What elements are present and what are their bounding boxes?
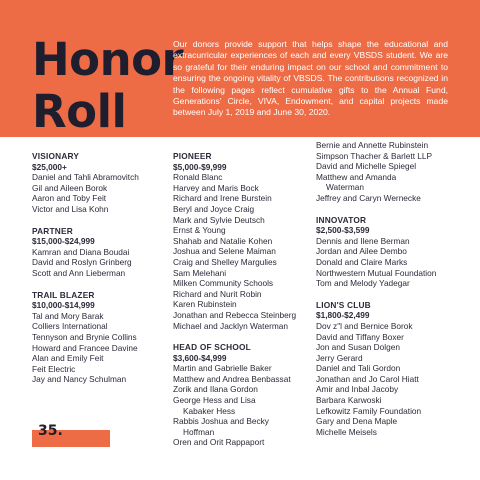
- donor-name: Ernst & Young: [173, 225, 226, 236]
- group-title: PIONEER: [173, 151, 212, 161]
- donor-name: David and Tiffany Boxer: [316, 331, 404, 342]
- donor-name: Daniel and Tahli Abramovitch: [32, 172, 139, 183]
- group-title: INNOVATOR: [316, 214, 367, 225]
- group-title: LION'S CLUB: [316, 299, 371, 310]
- group-range: $10,000-$14,999: [32, 300, 95, 311]
- header-banner: [0, 0, 480, 137]
- group-title: VISIONARY: [32, 151, 80, 161]
- donor-name: Lefkowitz Family Foundation: [316, 405, 422, 416]
- donor-name: Richard and Nurit Robin: [173, 288, 262, 299]
- donor-name: Gil and Aileen Borok: [32, 182, 108, 193]
- donor-name: Matthew and Andrea Benbassat: [173, 373, 291, 384]
- donor-name: Colliers International: [32, 321, 108, 332]
- donor-name: Jeffrey and Caryn Wernecke: [316, 192, 421, 203]
- page-title: [32, 34, 183, 138]
- donor-name: Scott and Ann Lieberman: [32, 267, 126, 278]
- donor-name: Martin and Gabrielle Baker: [173, 363, 272, 374]
- group-range: $25,000+: [32, 161, 67, 172]
- donor-name: Richard and Irene Burstein: [173, 193, 272, 204]
- donor-name: Craig and Shelley Margulies: [173, 256, 277, 267]
- group-range: $1,800-$2,499: [316, 310, 370, 321]
- donor-name: Sam Melehani: [173, 267, 227, 278]
- group-title: PARTNER: [32, 225, 73, 236]
- donor-name: Shahab and Natalie Kohen: [173, 235, 273, 246]
- donor-group-innovator: [316, 215, 466, 289]
- donor-name: George Hess and Lisa: [173, 395, 256, 406]
- donor-name: Simpson Thacher & Barlett LLP: [316, 150, 433, 161]
- donor-name: David and Michelle Spiegel: [316, 161, 417, 172]
- donor-name: Hoffman: [183, 426, 215, 437]
- donor-group-lions-club: [316, 300, 466, 438]
- donor-name: Matthew and Amanda: [316, 171, 397, 182]
- group-range: $3,600-$4,999: [173, 352, 227, 363]
- group-range: $5,000-$9,999: [173, 161, 227, 172]
- donor-name: Jay and Nancy Schulman: [32, 374, 127, 385]
- donor-name: Donald and Claire Marks: [316, 256, 408, 267]
- donor-group-continued: [316, 140, 466, 204]
- donor-group-visionary: [32, 151, 162, 215]
- donor-name: Karen Rubinstein: [173, 299, 237, 310]
- donor-name: Michelle Meisels: [316, 426, 377, 437]
- donor-name: Feit Electric: [32, 363, 76, 374]
- donor-column-2: [173, 151, 313, 459]
- donor-name: Michael and Jacklyn Waterman: [173, 320, 288, 331]
- donor-name: Tal and Mory Barak: [32, 310, 104, 321]
- donor-name: Tom and Melody Yadegar: [316, 278, 410, 289]
- donor-name: Gary and Dena Maple: [316, 416, 398, 427]
- donor-name: Howard and Francee Davine: [32, 342, 138, 353]
- donor-name: Rabbis Joshua and Becky: [173, 416, 269, 427]
- donor-column-3: [316, 140, 466, 448]
- donor-name: Jordan and Ailee Dembo: [316, 246, 407, 257]
- donor-name: Tennyson and Brynie Collins: [32, 331, 137, 342]
- donor-name: Ronald Blanc: [173, 172, 223, 183]
- donor-name: Dennis and Ilene Berman: [316, 235, 410, 246]
- donor-name: Kabaker Hess: [183, 405, 236, 416]
- donor-name: Victor and Lisa Kohn: [32, 203, 109, 214]
- donor-name: Alan and Emily Feit: [32, 353, 104, 364]
- donor-name: Aaron and Toby Feit: [32, 193, 107, 204]
- donor-name: Bernie and Annette Rubinstein: [316, 140, 429, 150]
- group-range: $2,500-$3,599: [316, 225, 370, 236]
- donor-name: Kamran and Diana Boudai: [32, 246, 130, 257]
- donor-name: Amir and Inbal Jacoby: [316, 384, 399, 395]
- donor-name: Daniel and Tali Gordon: [316, 363, 401, 374]
- donor-name: Jonathan and Rebecca Steinberg: [173, 309, 297, 320]
- donor-group-trail-blazer: [32, 290, 162, 385]
- donor-name: Dov z"l and Bernice Borok: [316, 320, 413, 331]
- donor-name: Beryl and Joyce Craig: [173, 203, 255, 214]
- donor-name: Milken Community Schools: [173, 278, 274, 289]
- title-line-1: Honor: [32, 33, 184, 86]
- donor-group-partner: [32, 226, 162, 279]
- donor-name: Jonathan and Jo Carol Hiatt: [316, 373, 419, 384]
- group-title: TRAIL BLAZER: [32, 289, 95, 300]
- donor-name: Zorik and Ilana Gordon: [173, 384, 258, 395]
- donor-column-1: [32, 151, 162, 396]
- donor-name: David and Roslyn Grinberg: [32, 257, 132, 268]
- group-title: HEAD OF SCHOOL: [173, 342, 251, 353]
- group-range: $15,000-$24,999: [32, 236, 95, 247]
- donor-group-head-of-school: [173, 342, 313, 448]
- title-line-2: Roll: [32, 85, 127, 138]
- donor-name: Jerry Gerard: [316, 352, 363, 363]
- donor-name: Harvey and Maris Bock: [173, 182, 259, 193]
- donor-name: Oren and Orit Rappaport: [173, 437, 265, 448]
- page-number: 35.: [38, 423, 63, 439]
- donor-name: Northwestern Mutual Foundation: [316, 267, 437, 278]
- donor-name: Barbara Karwoski: [316, 395, 382, 406]
- intro-paragraph: Our donors provide support that helps shape the educational and extracurricular experiences of each and every VBSDS student. We are so grateful for their enduring impact on our school and commitment to ensuring the ongoing vitality of VBSDS. The contributions recognized in the following pages reflect cumulative gifts to the Annual Fund, Generations' Circle, VIVA, Endowment, and capital projects made between July 1, 2019 and June 30, 2020.: [173, 39, 448, 118]
- donor-name: Waterman: [326, 182, 364, 193]
- donor-name: Jon and Susan Dolgen: [316, 342, 400, 353]
- donor-name: Joshua and Selene Maiman: [173, 246, 276, 257]
- donor-name: Mark and Sylvie Deutsch: [173, 214, 265, 225]
- donor-group-pioneer: [173, 151, 313, 331]
